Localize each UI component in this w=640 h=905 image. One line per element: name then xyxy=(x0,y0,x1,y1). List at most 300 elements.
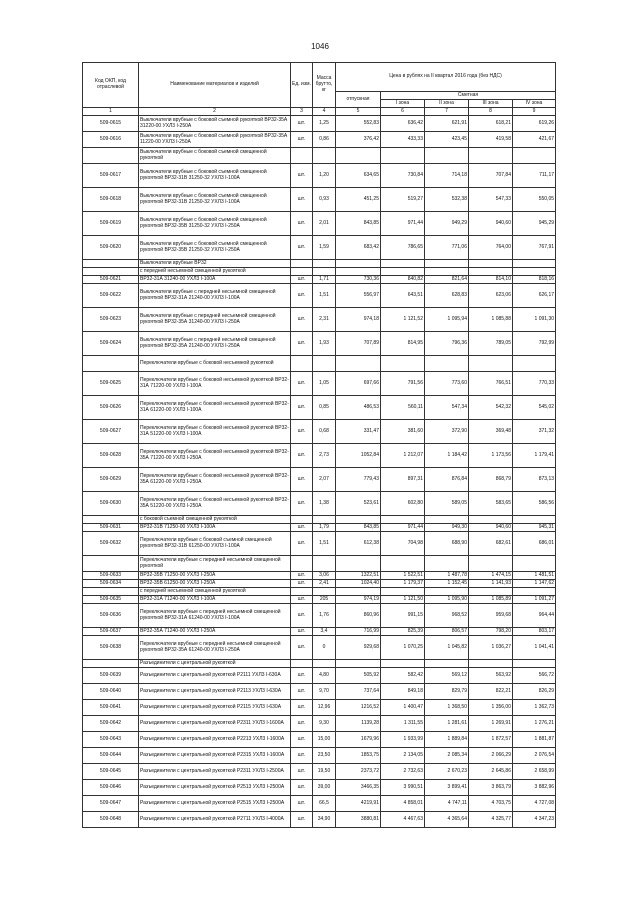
row-price-zone-2: 773,60 xyxy=(425,372,469,396)
row-price-zone-1 xyxy=(381,268,425,276)
table-row xyxy=(83,420,556,444)
row-name: Разъединители с центральной рукояткой Р2111 УХЛ3 I-630А xyxy=(139,668,291,684)
table-row xyxy=(83,812,556,828)
row-price-zone-3: 707,84 xyxy=(469,164,513,188)
row-mass: 0,93 xyxy=(313,188,336,212)
row-price-zone-1: 602,80 xyxy=(381,492,425,516)
row-name: с боковой съемной смещенной рукояткой xyxy=(139,516,291,524)
table-row xyxy=(83,780,556,796)
row-price-release: 929,68 xyxy=(336,636,381,660)
row-code: 509-0625 xyxy=(83,372,139,396)
row-mass: 3,4 xyxy=(313,628,336,636)
row-name: ВР32-35А 71240-00 УХЛ3 I-250А xyxy=(139,628,291,636)
row-unit: шт. xyxy=(291,580,313,588)
row-unit: шт. xyxy=(291,636,313,660)
row-unit: шт. xyxy=(291,748,313,764)
row-price-release: 451,25 xyxy=(336,188,381,212)
table-row xyxy=(83,356,556,372)
row-mass: 2,07 xyxy=(313,468,336,492)
row-code xyxy=(83,148,139,164)
row-price-zone-1: 381,60 xyxy=(381,420,425,444)
header-price-group: Цена в рублях на II квартал 2016 года (без НДС) xyxy=(336,63,556,92)
row-price-release: 4219,91 xyxy=(336,796,381,812)
row-price-zone-1: 814,95 xyxy=(381,332,425,356)
row-price-zone-4: 964,44 xyxy=(513,604,556,628)
row-price-zone-2: 589,05 xyxy=(425,492,469,516)
row-price-release: 716,99 xyxy=(336,628,381,636)
row-code: 509-0637 xyxy=(83,628,139,636)
row-code: 509-0633 xyxy=(83,572,139,580)
row-code: 509-0615 xyxy=(83,116,139,132)
row-mass: 2,01 xyxy=(313,212,336,236)
row-code xyxy=(83,556,139,572)
row-price-zone-3: 766,51 xyxy=(469,372,513,396)
row-mass: 66,5 xyxy=(313,796,336,812)
header-mass: Масса брутто, кг xyxy=(313,63,336,108)
row-price-release: 1679,96 xyxy=(336,732,381,748)
row-price-release: 697,66 xyxy=(336,372,381,396)
table-row xyxy=(83,396,556,420)
price-table xyxy=(82,62,556,828)
table-row xyxy=(83,532,556,556)
column-index-row xyxy=(83,108,556,116)
row-price-zone-4: 2 076,54 xyxy=(513,748,556,764)
row-mass: 4,80 xyxy=(313,668,336,684)
row-name: ВР32-31В 71250-00 УХЛ3 I-100А xyxy=(139,524,291,532)
row-price-zone-2 xyxy=(425,660,469,668)
header-estimate: Сметная xyxy=(381,92,556,100)
table-row xyxy=(83,716,556,732)
table-row xyxy=(83,684,556,700)
row-code: 509-0638 xyxy=(83,636,139,660)
row-price-release: 779,43 xyxy=(336,468,381,492)
table-row xyxy=(83,764,556,780)
row-mass: 1,79 xyxy=(313,524,336,532)
row-code: 509-0639 xyxy=(83,668,139,684)
row-unit xyxy=(291,516,313,524)
row-price-zone-1: 560,11 xyxy=(381,396,425,420)
row-price-zone-2: 1 045,82 xyxy=(425,636,469,660)
row-price-zone-3: 1 872,57 xyxy=(469,732,513,748)
row-name: Разъединители с центральной рукояткой Р2311 УХЛ3 I-1600А xyxy=(139,716,291,732)
row-price-zone-4: 545,02 xyxy=(513,396,556,420)
table-row xyxy=(83,236,556,260)
row-name: ВР32-35В 71250-00 УХЛ3 I-250А xyxy=(139,572,291,580)
row-code: 509-0641 xyxy=(83,700,139,716)
row-price-zone-3: 2 645,86 xyxy=(469,764,513,780)
row-price-zone-2: 1 281,61 xyxy=(425,716,469,732)
row-price-zone-3: 1 474,15 xyxy=(469,572,513,580)
row-unit xyxy=(291,268,313,276)
row-price-zone-3: 1 269,91 xyxy=(469,716,513,732)
row-price-zone-2 xyxy=(425,268,469,276)
row-code: 509-0635 xyxy=(83,596,139,604)
row-price-zone-2: 796,36 xyxy=(425,332,469,356)
row-price-zone-3: 814,10 xyxy=(469,276,513,284)
row-price-zone-3: 789,05 xyxy=(469,332,513,356)
row-unit: шт. xyxy=(291,444,313,468)
row-price-zone-1: 4 467,63 xyxy=(381,812,425,828)
row-price-release: 505,92 xyxy=(336,668,381,684)
row-price-zone-4 xyxy=(513,356,556,372)
row-name: Выключатели врубные с боковой съемной рукояткой ВР32-35А 11220-00 УХЛ3 I-250А xyxy=(139,132,291,148)
row-price-zone-4: 626,17 xyxy=(513,284,556,308)
row-price-zone-1: 1 400,47 xyxy=(381,700,425,716)
row-mass xyxy=(313,660,336,668)
row-code xyxy=(83,588,139,596)
row-name: Выключатели врубные с боковой съемной смещенной рукояткой ВР32-35В 31250-32 УХЛ3 I-250А xyxy=(139,212,291,236)
row-price-release xyxy=(336,356,381,372)
row-name: Переключатели врубные с боковой несъемной рукояткой xyxy=(139,356,291,372)
row-price-release: 3466,35 xyxy=(336,780,381,796)
header-zone-2: II зона xyxy=(425,100,469,108)
table-row xyxy=(83,700,556,716)
row-price-zone-3 xyxy=(469,260,513,268)
row-code xyxy=(83,356,139,372)
row-code: 509-0631 xyxy=(83,524,139,532)
row-price-zone-2: 628,83 xyxy=(425,284,469,308)
row-price-release: 612,38 xyxy=(336,532,381,556)
table-row xyxy=(83,524,556,532)
row-unit: шт. xyxy=(291,276,313,284)
row-unit: шт. xyxy=(291,732,313,748)
row-price-zone-4 xyxy=(513,268,556,276)
row-name: Выключатели врубные с передней несъемной смещенной рукояткой ВР32-35А 21240-00 УХЛ3 I-250А xyxy=(139,332,291,356)
header-release: отпускная xyxy=(336,92,381,108)
row-name: Выключатели врубные с передней несъемной смещенной рукояткой ВР32-35А 31240-00 УХЛ3 I-250А xyxy=(139,308,291,332)
row-price-zone-2: 2 085,34 xyxy=(425,748,469,764)
row-unit: шт. xyxy=(291,596,313,604)
row-code: 509-0629 xyxy=(83,468,139,492)
table-row xyxy=(83,668,556,684)
row-mass: 19,50 xyxy=(313,764,336,780)
row-name: Переключатели врубные с передней несъемной смещенной рукояткой ВР32-31А 61240-00 УХЛ3 I-100А xyxy=(139,604,291,628)
row-price-zone-4: 1 041,41 xyxy=(513,636,556,660)
row-price-zone-4: 1 362,73 xyxy=(513,700,556,716)
table-row xyxy=(83,492,556,516)
row-mass: 1,51 xyxy=(313,284,336,308)
row-price-zone-2: 1 184,42 xyxy=(425,444,469,468)
row-price-zone-2 xyxy=(425,556,469,572)
row-price-zone-1: 1 121,50 xyxy=(381,596,425,604)
row-name: Выключатели врубные с боковой съемной смещенной рукояткой ВР32-35В 21250-32 УХЛ3 I-250А xyxy=(139,236,291,260)
row-code: 509-0618 xyxy=(83,188,139,212)
row-price-zone-1: 897,31 xyxy=(381,468,425,492)
row-price-release xyxy=(336,660,381,668)
row-price-zone-2: 547,34 xyxy=(425,396,469,420)
row-price-release: 683,42 xyxy=(336,236,381,260)
row-price-zone-3: 369,48 xyxy=(469,420,513,444)
row-price-zone-4: 826,29 xyxy=(513,684,556,700)
column-index: 3 xyxy=(291,108,313,116)
row-price-zone-1: 849,18 xyxy=(381,684,425,700)
row-price-zone-1: 636,42 xyxy=(381,116,425,132)
row-price-zone-2: 372,90 xyxy=(425,420,469,444)
row-code: 509-0643 xyxy=(83,732,139,748)
row-code: 509-0636 xyxy=(83,604,139,628)
row-price-zone-2: 4 747,11 xyxy=(425,796,469,812)
row-mass: 34,90 xyxy=(313,812,336,828)
row-price-release: 737,64 xyxy=(336,684,381,700)
row-mass xyxy=(313,356,336,372)
row-name: Выключатели врубные с боковой съемной смещенной рукояткой xyxy=(139,148,291,164)
table-row xyxy=(83,596,556,604)
row-price-release: 376,42 xyxy=(336,132,381,148)
row-unit: шт. xyxy=(291,524,313,532)
row-price-zone-1: 791,56 xyxy=(381,372,425,396)
row-price-zone-4: 767,91 xyxy=(513,236,556,260)
table-row xyxy=(83,212,556,236)
header-zone-3: III зона xyxy=(469,100,513,108)
row-code: 509-0645 xyxy=(83,764,139,780)
row-code: 509-0628 xyxy=(83,444,139,468)
row-price-release: 707,89 xyxy=(336,332,381,356)
row-price-release: 974,19 xyxy=(336,596,381,604)
row-price-release: 331,47 xyxy=(336,420,381,444)
table-row xyxy=(83,732,556,748)
row-unit xyxy=(291,660,313,668)
row-price-zone-1: 786,65 xyxy=(381,236,425,260)
row-price-zone-3: 868,79 xyxy=(469,468,513,492)
row-price-zone-2 xyxy=(425,356,469,372)
row-price-zone-3 xyxy=(469,660,513,668)
row-unit: шт. xyxy=(291,468,313,492)
row-mass xyxy=(313,148,336,164)
table-row xyxy=(83,572,556,580)
row-price-zone-2 xyxy=(425,588,469,596)
row-price-release: 1139,28 xyxy=(336,716,381,732)
row-mass xyxy=(313,556,336,572)
row-price-zone-4: 421,67 xyxy=(513,132,556,148)
row-price-zone-1: 2 134,05 xyxy=(381,748,425,764)
row-name: ВР32-31А 31240-00 УХЛ3 I-100А xyxy=(139,276,291,284)
table-row xyxy=(83,516,556,524)
header-code: Код ОКП, код отраслевой xyxy=(83,63,139,108)
table-row xyxy=(83,588,556,596)
row-name: Переключатели врубные с боковой съемной смещенной рукояткой ВР32-31В 61250-00 УХЛ3 I-100А xyxy=(139,532,291,556)
row-price-zone-1 xyxy=(381,356,425,372)
row-price-zone-4: 1 091,30 xyxy=(513,308,556,332)
row-price-zone-3: 682,61 xyxy=(469,532,513,556)
row-price-zone-2: 771,06 xyxy=(425,236,469,260)
row-unit: шт. xyxy=(291,532,313,556)
row-unit xyxy=(291,588,313,596)
row-code: 509-0623 xyxy=(83,308,139,332)
row-price-zone-3: 940,60 xyxy=(469,524,513,532)
row-code: 509-0634 xyxy=(83,580,139,588)
column-index: 9 xyxy=(513,108,556,116)
row-mass: 0,85 xyxy=(313,396,336,420)
row-price-zone-3: 419,58 xyxy=(469,132,513,148)
row-price-zone-2: 1 152,45 xyxy=(425,580,469,588)
row-price-zone-4: 1 276,21 xyxy=(513,716,556,732)
row-code: 509-0642 xyxy=(83,716,139,732)
row-price-release: 1024,40 xyxy=(336,580,381,588)
row-price-zone-4: 945,29 xyxy=(513,212,556,236)
row-code: 509-0620 xyxy=(83,236,139,260)
table-row xyxy=(83,372,556,396)
row-unit: шт. xyxy=(291,684,313,700)
row-unit: шт. xyxy=(291,572,313,580)
row-mass: 1,20 xyxy=(313,164,336,188)
row-name: Переключатели врубные с боковой несъемной рукояткой ВР32-31А 51220-00 УХЛ3 I-100А xyxy=(139,420,291,444)
row-price-zone-4 xyxy=(513,660,556,668)
row-price-release: 730,36 xyxy=(336,276,381,284)
row-price-zone-1: 971,44 xyxy=(381,524,425,532)
row-code: 509-0630 xyxy=(83,492,139,516)
row-code: 509-0624 xyxy=(83,332,139,356)
row-price-release: 2373,72 xyxy=(336,764,381,780)
row-price-zone-3: 940,60 xyxy=(469,212,513,236)
row-price-zone-1 xyxy=(381,556,425,572)
row-mass: 1,25 xyxy=(313,116,336,132)
row-price-release: 1322,51 xyxy=(336,572,381,580)
row-unit xyxy=(291,260,313,268)
row-price-zone-1: 1 933,99 xyxy=(381,732,425,748)
row-code: 509-0632 xyxy=(83,532,139,556)
row-price-zone-4: 1 881,87 xyxy=(513,732,556,748)
table-row xyxy=(83,308,556,332)
table-row xyxy=(83,660,556,668)
header-zone-4: IV зона xyxy=(513,100,556,108)
row-name: Выключатели врубные с передней несъемной смещенной рукояткой ВР32-31А 21240-00 УХЛ3 I-100А xyxy=(139,284,291,308)
row-unit: шт. xyxy=(291,332,313,356)
row-price-release xyxy=(336,148,381,164)
table-row xyxy=(83,132,556,148)
row-unit: шт. xyxy=(291,780,313,796)
row-price-zone-2: 1 095,94 xyxy=(425,308,469,332)
row-unit: шт. xyxy=(291,796,313,812)
row-name: Переключатели врубные с боковой несъемной рукояткой ВР32-35А 61220-00 УХЛ3 I-250А xyxy=(139,468,291,492)
row-price-zone-2: 688,90 xyxy=(425,532,469,556)
row-name: Переключатели врубные с боковой несъемной рукояткой ВР32-35А 51220-00 УХЛ3 I-250А xyxy=(139,492,291,516)
row-price-zone-3: 1 085,88 xyxy=(469,308,513,332)
table-row xyxy=(83,628,556,636)
row-price-zone-4: 1 179,41 xyxy=(513,444,556,468)
row-price-zone-3: 959,68 xyxy=(469,604,513,628)
row-code: 509-0647 xyxy=(83,796,139,812)
row-price-release xyxy=(336,268,381,276)
row-price-zone-2: 4 365,64 xyxy=(425,812,469,828)
row-price-zone-3 xyxy=(469,516,513,524)
row-price-zone-4: 619,26 xyxy=(513,116,556,132)
row-price-zone-2 xyxy=(425,260,469,268)
row-price-release: 556,97 xyxy=(336,284,381,308)
row-price-zone-4: 550,05 xyxy=(513,188,556,212)
row-price-zone-1: 4 858,01 xyxy=(381,796,425,812)
row-unit: шт. xyxy=(291,236,313,260)
table-row xyxy=(83,284,556,308)
row-mass: 3,06 xyxy=(313,572,336,580)
header-zone-1: I зона xyxy=(381,100,425,108)
row-price-zone-2: 1 487,78 xyxy=(425,572,469,580)
row-price-zone-2: 876,84 xyxy=(425,468,469,492)
row-unit: шт. xyxy=(291,420,313,444)
row-mass: 1,76 xyxy=(313,604,336,628)
row-price-zone-4: 818,16 xyxy=(513,276,556,284)
row-price-zone-1 xyxy=(381,588,425,596)
row-price-zone-1: 825,39 xyxy=(381,628,425,636)
row-unit: шт. xyxy=(291,116,313,132)
row-name: Выключатели врубные ВР32 xyxy=(139,260,291,268)
row-price-zone-1: 1 070,25 xyxy=(381,636,425,660)
row-price-zone-4 xyxy=(513,556,556,572)
row-price-zone-1: 1 179,37 xyxy=(381,580,425,588)
row-price-zone-4: 711,17 xyxy=(513,164,556,188)
row-price-zone-2: 1 889,84 xyxy=(425,732,469,748)
row-unit: шт. xyxy=(291,604,313,628)
row-price-zone-4: 1 481,51 xyxy=(513,572,556,580)
row-price-zone-4: 803,17 xyxy=(513,628,556,636)
row-code: 509-0646 xyxy=(83,780,139,796)
row-price-zone-2: 968,52 xyxy=(425,604,469,628)
row-name: ВР32-35В 61250-00 УХЛ3 I-250А xyxy=(139,580,291,588)
row-mass: 0 xyxy=(313,636,336,660)
row-price-zone-2: 423,45 xyxy=(425,132,469,148)
table-row xyxy=(83,188,556,212)
row-price-zone-2: 569,12 xyxy=(425,668,469,684)
table-row xyxy=(83,468,556,492)
row-name: Разъединители с центральной рукояткой Р2513 УХЛ3 I-2500А xyxy=(139,780,291,796)
row-price-zone-3: 542,32 xyxy=(469,396,513,420)
row-price-zone-2: 829,79 xyxy=(425,684,469,700)
row-price-zone-3: 4 325,77 xyxy=(469,812,513,828)
row-price-release: 523,61 xyxy=(336,492,381,516)
row-mass: 0,86 xyxy=(313,132,336,148)
row-code xyxy=(83,260,139,268)
row-price-release: 552,83 xyxy=(336,116,381,132)
row-price-zone-3: 3 863,79 xyxy=(469,780,513,796)
row-price-zone-3: 2 066,29 xyxy=(469,748,513,764)
row-unit: шт. xyxy=(291,716,313,732)
row-price-zone-3: 798,20 xyxy=(469,628,513,636)
row-mass: 39,00 xyxy=(313,780,336,796)
row-code xyxy=(83,268,139,276)
row-price-zone-1: 704,98 xyxy=(381,532,425,556)
row-mass: 2,31 xyxy=(313,308,336,332)
row-price-zone-4: 4 347,23 xyxy=(513,812,556,828)
row-mass: 205 xyxy=(313,596,336,604)
row-mass: 9,70 xyxy=(313,684,336,700)
row-price-zone-4: 873,13 xyxy=(513,468,556,492)
row-price-zone-3: 1 173,56 xyxy=(469,444,513,468)
row-mass xyxy=(313,516,336,524)
row-price-zone-4: 1 147,62 xyxy=(513,580,556,588)
row-name: Переключатели врубные с передней несъемной смещенной рукояткой ВР32-35А 61240-00 УХЛ3 I-250А xyxy=(139,636,291,660)
row-mass xyxy=(313,268,336,276)
row-price-zone-2: 821,64 xyxy=(425,276,469,284)
table-row xyxy=(83,444,556,468)
row-unit: шт. xyxy=(291,212,313,236)
row-price-zone-2 xyxy=(425,148,469,164)
row-code: 509-0640 xyxy=(83,684,139,700)
row-price-zone-3: 618,21 xyxy=(469,116,513,132)
row-price-zone-2: 621,91 xyxy=(425,116,469,132)
row-price-zone-1: 519,27 xyxy=(381,188,425,212)
row-price-zone-2: 2 670,23 xyxy=(425,764,469,780)
row-unit: шт. xyxy=(291,284,313,308)
row-price-zone-4: 1 091,27 xyxy=(513,596,556,604)
row-unit: шт. xyxy=(291,396,313,420)
table-row xyxy=(83,580,556,588)
row-unit: шт. xyxy=(291,132,313,148)
row-mass: 1,38 xyxy=(313,492,336,516)
row-price-zone-1: 840,82 xyxy=(381,276,425,284)
row-name: Разъединители с центральной рукояткой Р2213 УХЛ3 I-1600А xyxy=(139,732,291,748)
row-price-zone-3: 583,65 xyxy=(469,492,513,516)
row-price-zone-2: 714,18 xyxy=(425,164,469,188)
column-index: 8 xyxy=(469,108,513,116)
